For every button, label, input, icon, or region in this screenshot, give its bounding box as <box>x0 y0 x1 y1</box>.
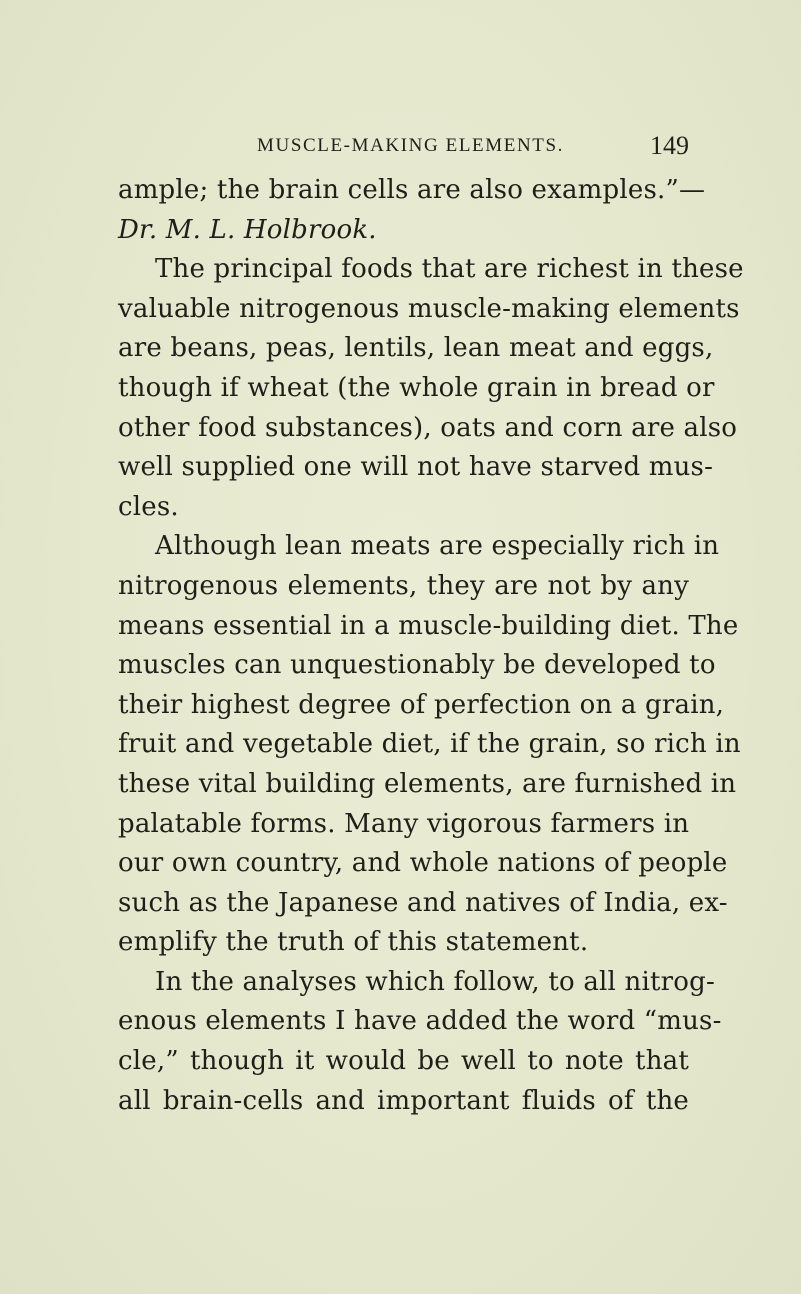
text-line: cles. <box>118 491 179 522</box>
text-line: emplify the truth of this statement. <box>118 927 589 958</box>
text-line: The principal foods that are richest in these <box>155 254 744 285</box>
text-line: Although lean meats are especially rich in <box>155 531 720 562</box>
text-line: their highest degree of perfection on a grain, <box>118 689 725 720</box>
text-line: are beans, peas, lentils, lean meat and eggs, <box>118 333 714 364</box>
text-line: fruit and vegetable diet, if the grain, so rich in <box>118 729 741 760</box>
text-line: muscles can unquestionably be developed to <box>118 650 716 681</box>
text-line: such as the Japanese and natives of India, ex- <box>118 887 728 918</box>
text-line: these vital building elements, are furnished in <box>118 768 737 799</box>
text-line: nitrogenous elements, they are not by any <box>118 570 689 601</box>
text-line: our own country, and whole nations of people <box>118 848 728 879</box>
text-line: other food substances), oats and corn are also <box>118 412 738 443</box>
text-line: valuable nitrogenous muscle-making elements <box>118 293 740 324</box>
body-text <box>118 171 744 1121</box>
text-line: enous elements I have added the word “mus- <box>118 1006 722 1037</box>
running-title: MUSCLE-MAKING ELEMENTS. <box>257 135 565 156</box>
page-number: 149 <box>650 131 689 160</box>
text-line: In the analyses which follow, to all nitrog- <box>155 966 715 997</box>
text-line: means essential in a muscle-building diet. The <box>118 610 739 641</box>
text-line: all brain-cells and important fluids of the <box>118 1085 689 1116</box>
text-line: palatable forms. Many vigorous farmers in <box>118 808 690 839</box>
text-line: ample; the brain cells are also examples.”— <box>118 175 706 205</box>
attribution-line: Dr. M. L. Holbrook. <box>118 214 377 245</box>
text-line: though if wheat (the whole grain in bread or <box>118 372 715 403</box>
text-line: cle,” though it would be well to note that <box>118 1046 689 1077</box>
running-head <box>118 131 689 161</box>
text-line: well supplied one will not have starved mus- <box>118 452 714 483</box>
